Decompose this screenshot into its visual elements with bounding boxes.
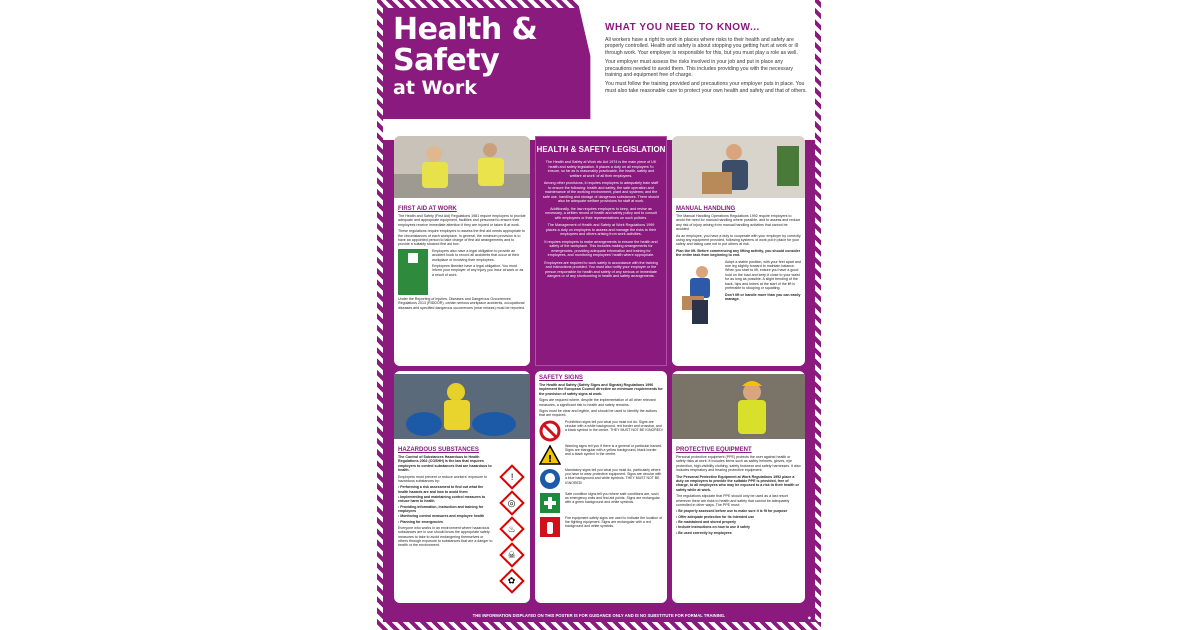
publisher-logo: ◆: [807, 615, 811, 620]
wyntk-heading: WHAT YOU NEED TO KNOW...: [605, 22, 760, 33]
mandatory-sign-row: [539, 468, 663, 490]
first-aid-text: Employers also have a legal obligation to provide an accident book to record all accidents that occur at their workplace or involving their employees.: [432, 248, 519, 262]
hazardous-text: Employers must prevent or reduce workers' exposure to hazardous substances by:: [398, 474, 487, 484]
poster-disclaimer: THE INFORMATION DISPLAYED ON THIS POSTER IS FOR GUIDANCE ONLY AND IS NO SUBSTITUTE FOR FORMAL TRAINING.: [472, 613, 726, 618]
warning-sign-text: Warning signs tell you if there is a general or particular hazard. Signs are triangular with a yellow background, black border and a black symbol in the centre.: [565, 443, 662, 457]
poster-title: [393, 14, 583, 100]
health-safety-poster: [377, 0, 821, 630]
safety-signs-card: [535, 371, 667, 603]
hazardous-text: The Control of Substances Hazardous to Health Regulations 2002 (COSHH) is the law that requires employers to control substances that are hazardous to health.: [398, 455, 492, 473]
first-aid-text: Employees likewise have a legal obligation. You must inform your employer of any injury you incur at work or as a result of work.: [432, 264, 524, 277]
ppe-text: The Personal Protective Equipment at Work Regulations 1992 place a duty on employers to provide the suitable PPE is provided, free of charge, to all employees who may be exposed to a risk to their health or safety while at work.: [676, 474, 800, 492]
environment-hazard-icon: ✿: [499, 568, 524, 593]
legislation-text: The Management of Health and Safety at Work Regulations 1999 places a duty on employers to assess and manage the risks to their employees and others arising from work activities.: [545, 223, 657, 236]
oxidising-icon: ◎: [499, 490, 524, 515]
prohibition-sign-row: [539, 420, 663, 442]
hazardous-text: Everyone who works in an environment where hazardous substances are in use should know the appropriate safety measures to take to avoid endangering themselves or others through exposure to substances that are a danger to health or the environment.: [398, 525, 493, 548]
mandatory-sign-text: Mandatory signs tell you what you must do, particularly where you have to wear protective equipment. Signs are circular with a blue background and white symbols. THEY MUST NOT BE IGNORED!: [565, 467, 662, 485]
first-aid-photo: [394, 136, 530, 198]
legislation-panel: [535, 136, 667, 366]
wyntk-paragraph: You must follow the training provided and precautions your employer puts in place. You must also take reasonable care to protect your own health and safety and that of others.: [605, 81, 807, 94]
ppe-list-item: • Offer adequate protection for its intended use: [676, 514, 755, 519]
legislation-text: Employees are required to work safely in accordance with the training and instructions provided. You must also notify your employer or the person responsible for health and safety of any serious or immediate dangers or of any shortcoming in health and safety arrangements.: [544, 260, 658, 278]
hazardous-list-item: • Providing information, instruction and training for employees: [398, 504, 484, 513]
poster-stripe-bottom: [377, 622, 821, 630]
hazardous-photo: [394, 371, 530, 439]
accident-book-image: [398, 249, 428, 295]
first-aid-text: Under the Reporting of Injuries, Diseases and Dangerous Occurrences Regulations 2013 (RIDDOR), certain serious workplace accidents, occupational diseases and specified dangerous occurrences (near misses) must be reported.: [398, 296, 525, 310]
wyntk-paragraph: All workers have a right to work in places where risks to their health and safety are properly controlled. Health and safety is about stopping you getting hurt at work or ill through work. Your employer is responsible for this, but you must play a role as well.: [605, 37, 798, 56]
prohibition-sign-icon: [539, 420, 561, 442]
hazardous-list: [398, 485, 494, 523]
legislation-title: HEALTH & SAFETY LEGISLATION: [536, 145, 666, 154]
safe-condition-sign-row: [539, 492, 663, 514]
ppe-list-item: • Include instructions on how to use it safely: [676, 525, 750, 530]
first-aid-text: These regulations require employers to assess the first aid needs appropriate to the circumstances of each workplace. In general, the minimum provision is to have an appointed person to take charge of first aid arrangements and to provide a suitably stocked first aid box.: [398, 229, 526, 247]
wyntk-paragraph: Your employer must assess the risks involved in your job and put in place any precautions needed to avoid them. This includes providing you with the necessary training and equipment free of charge.: [605, 59, 793, 79]
manual-handling-text: Don't lift or handle more than you can easily manage.: [725, 292, 801, 301]
manual-handling-text: The Manual Handling Operations Regulations 1992 require employers to avoid the need for manual handling where possible, and to assess and reduce any risk of injury arising from manual handling activities that cannot be avoided.: [676, 214, 801, 232]
manual-handling-card: [672, 136, 805, 366]
legislation-text: Among other provisions, it requires employers to adequately train staff to ensure the following: health and safety, the safe operation and maintenance of the working environment, plant and systems; and the safe use, handling and storage of dangerous substances. There should also be adequate welfare provisions for staff at work.: [542, 181, 660, 203]
prohibition-sign-text: Prohibition signs tell you what you must not do. Signs are circular with a white background, red border and crossbar, and a black symbol in the centre. THEY MUST NOT BE IGNORED!: [565, 419, 663, 433]
first-aid-text: The Health and Safety (First Aid) Regulations 1981 require employers to provide adequate and appropriate equipment, facilities and personnel to ensure their employees receive immediate attention if they are injured or taken ill at work.: [398, 214, 526, 227]
first-aid-cross-icon: [408, 253, 418, 263]
ppe-list-item: • Be maintained and stored properly: [676, 520, 736, 525]
manual-handling-title: MANUAL HANDLING: [676, 206, 736, 212]
ppe-text: The regulations stipulate that PPE should only be used as a last resort wherever there are risks to health and safety that cannot be adequately controlled in other ways. The PPE must:: [676, 494, 790, 508]
hazardous-substances-card: [394, 371, 530, 603]
legislation-text: Additionally, the law requires employers to keep, and revise as necessary, a written record of health and safety policy and to consult with employees or their representatives on such policies.: [545, 206, 657, 220]
hazardous-list-item: • Monitoring control measures and employee health: [398, 514, 485, 519]
hazardous-title: HAZARDOUS SUBSTANCES: [398, 447, 479, 453]
poster-stripe-right: [815, 0, 821, 630]
first-aid-book-row: [398, 249, 526, 295]
manual-handling-text: Adopt a stable position, with your feet apart and one leg slightly forward to maintain balance. When you start to lift, ensure you have a good hold on the load and keep it close to your waist for as long as possible. A slight bending of the back, hips and knees at the start of the lift is preferable to stooping or squatting.: [725, 259, 801, 291]
manual-handling-text: As an employee, you have a duty to cooperate with your employer by correctly using any equipment provided, following systems of work put in place for your safety and taking care not to put others at risk.: [676, 233, 801, 247]
what-you-need-to-know: [605, 22, 811, 97]
lifting-row: [676, 260, 801, 330]
flammable-icon: ♨: [499, 516, 524, 541]
safety-signs-text: Signs must be clear and legible, and should be used to identify the actions that are required.: [539, 409, 658, 418]
hazardous-list-item: • Planning for emergencies: [398, 519, 443, 524]
ppe-text: Personal protective equipment (PPE) protects the user against health or safety risks at work. It includes items such as safety helmets, gloves, eye protection, high-visibility clothing, safety footwear and safety harnesses. It also includes respiratory and hearing protective equipment.: [676, 455, 801, 473]
first-aid-card: [394, 136, 530, 366]
ppe-photo: [672, 371, 805, 439]
manual-handling-text: Plan the lift. Before commencing any lifting activity, you should consider the entire task from beginning to end.: [676, 248, 801, 258]
ppe-list: [676, 509, 801, 534]
legislation-text: It requires employers to make arrangements to ensure the health and safety of the workplace. This includes making arrangements for emergencies, providing adequate information and training for employees, and monitoring employees' health where appropriate.: [544, 239, 658, 257]
protective-equipment-card: [672, 371, 805, 603]
toxic-icon: ☠: [499, 542, 524, 567]
ppe-list-item: • Be used correctly by employees: [676, 530, 732, 535]
fire-equipment-sign-row: [539, 516, 663, 538]
safe-condition-sign-text: Safe condition signs tell you where safe conditions are, such as emergency exits and first aid points. Signs are rectangular with a green background and white symbols.: [565, 491, 660, 505]
legislation-text: The Health and Safety at Work etc Act 1974 is the main piece of UK health and safety legislation. It places a duty on all employers 'to ensure, so far as is reasonably practicable, the health, safety and welfare at work' of all their employees.: [545, 160, 657, 178]
hazard-symbols: [498, 463, 526, 598]
hazardous-list-item: • Implementing and maintaining control measures to reduce harm to health: [398, 495, 486, 504]
fire-equipment-sign-icon: [539, 516, 561, 538]
health-hazard-icon: !: [499, 464, 524, 489]
title-line-1: Health &: [393, 12, 538, 47]
safety-signs-text: The Health and Safety (Safety Signs and Signals) Regulations 1996 implement the European Council directive on minimum requirements for the provision of safety signs at work.: [539, 383, 663, 396]
mandatory-sign-icon: [539, 468, 561, 490]
safety-signs-title: SAFETY SIGNS: [539, 375, 583, 381]
ppe-title: PROTECTIVE EQUIPMENT: [676, 447, 752, 453]
poster-stripe-left: [377, 0, 383, 630]
title-line-2: Safety: [393, 43, 500, 78]
lifting-person-image: [676, 260, 722, 330]
title-line-3: at Work: [393, 77, 477, 99]
hazardous-list-item: • Performing a risk assessment to find out what the health hazards are and how to avoid them: [398, 485, 484, 494]
first-aid-title: FIRST AID AT WORK: [398, 206, 457, 212]
warning-sign-icon: [539, 444, 561, 466]
fire-equipment-sign-text: Fire equipment safety signs are used to indicate the location of fire fighting equipment. Signs are rectangular with a red background and white symbols.: [565, 515, 663, 529]
svg-text:!: !: [547, 453, 553, 465]
warning-sign-row: [539, 444, 663, 466]
manual-handling-photo: [672, 136, 805, 198]
safe-condition-sign-icon: [539, 492, 561, 514]
ppe-list-item: • Be properly assessed before use to make sure it is fit for purpose: [676, 509, 788, 514]
safety-signs-text: Signs are required where, despite the implementation of all other relevant measures, a significant risk to health and safety remains.: [539, 398, 656, 407]
